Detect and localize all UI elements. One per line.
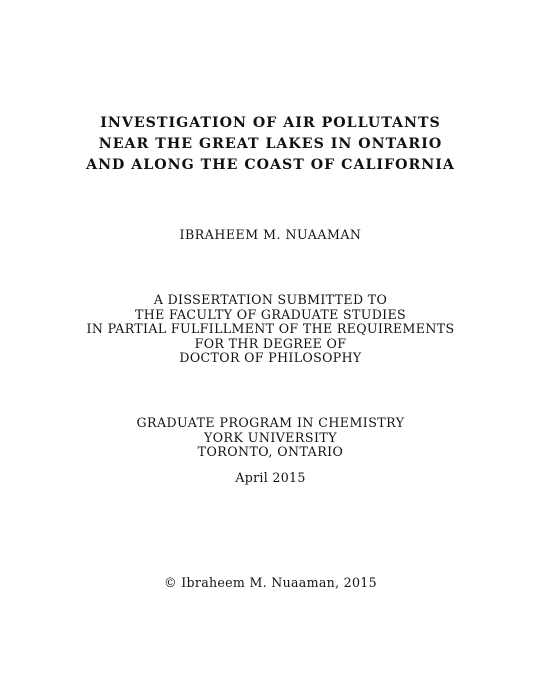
title-line-3: AND ALONG THE COAST OF CALIFORNIA: [86, 157, 455, 173]
submission-date: [0, 470, 541, 486]
program-line-1: GRADUATE PROGRAM IN CHEMISTRY: [136, 415, 405, 430]
program-line-2: YORK UNIVERSITY: [204, 429, 337, 445]
statement-line-3: IN PARTIAL FULFILLMENT OF THE REQUIREMENTS: [86, 321, 455, 337]
statement-line-1: A DISSERTATION SUBMITTED TO: [153, 292, 388, 307]
statement-line-2: THE FACULTY OF GRADUATE STUDIES: [134, 306, 407, 322]
title-line-2: NEAR THE GREAT LAKES IN ONTARIO: [98, 136, 443, 152]
copyright-notice: [0, 575, 541, 591]
statement-line-4: FOR THR DEGREE OF: [194, 335, 347, 351]
program-line-3: TORONTO, ONTARIO: [197, 444, 344, 460]
author-name: [0, 227, 541, 243]
statement-line-5: DOCTOR OF PHILOSOPHY: [179, 350, 362, 366]
author-line: IBRAHEEM M. NUAAMAN: [179, 227, 362, 242]
dissertation-title: [0, 113, 541, 176]
copyright-line: © Ibraheem M. Nuaaman, 2015: [164, 575, 377, 590]
date-line: April 2015: [235, 470, 306, 485]
title-line-1: INVESTIGATION OF AIR POLLUTANTS: [100, 115, 441, 131]
program-affiliation: [0, 416, 541, 460]
submission-statement: [0, 293, 541, 366]
